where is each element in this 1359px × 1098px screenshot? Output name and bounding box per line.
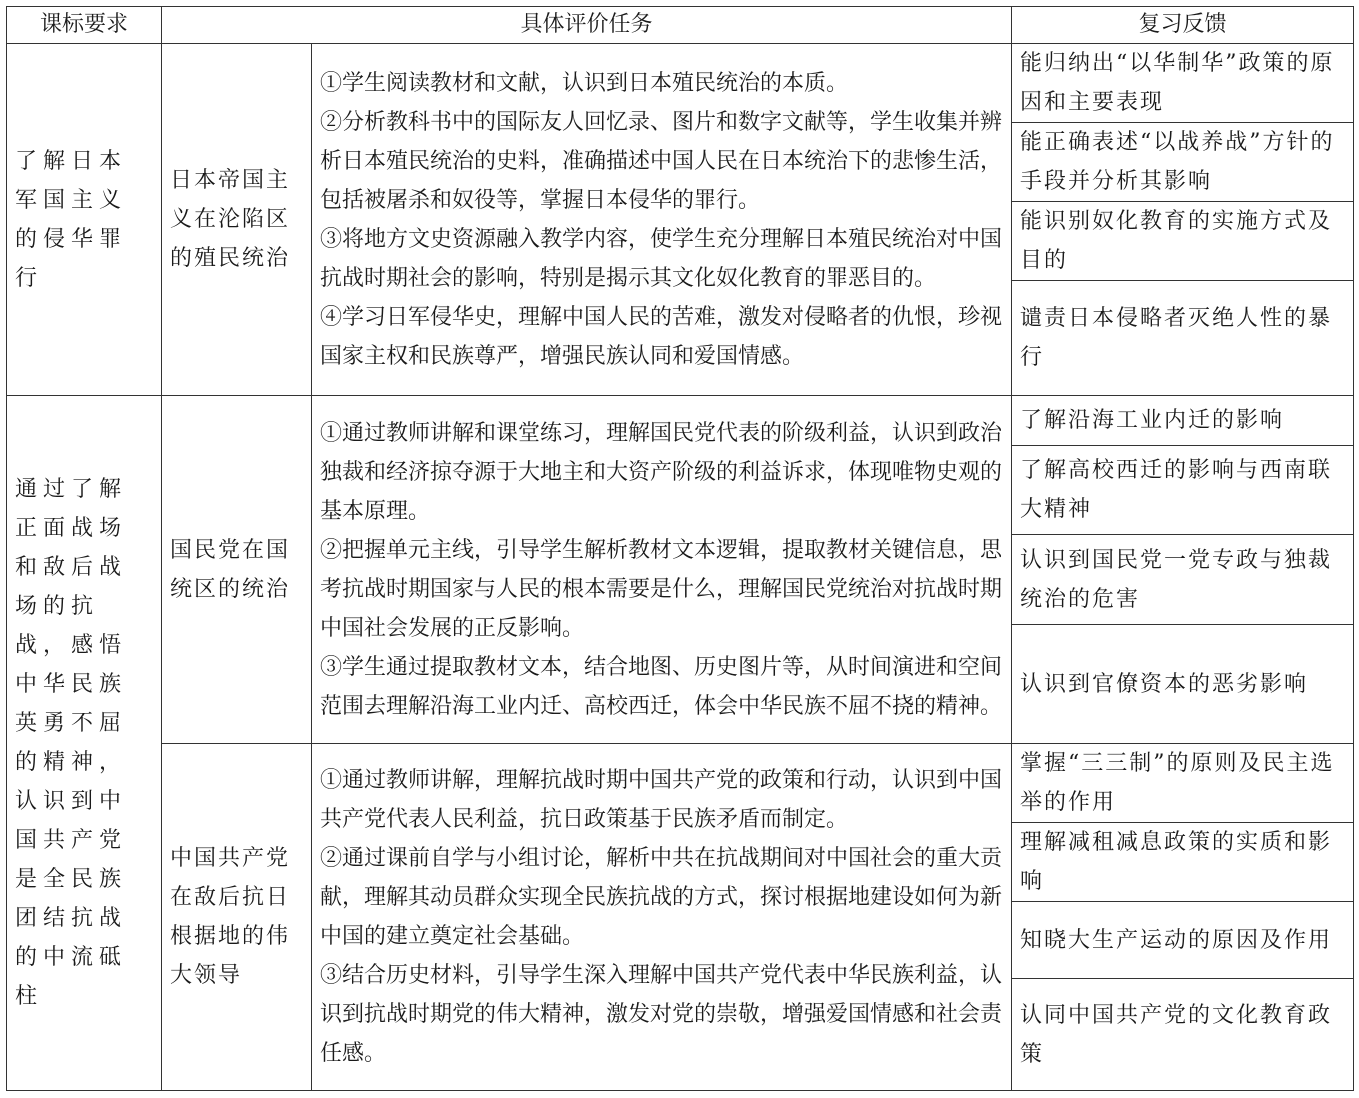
requirement-cell: 通过了解正面战场和敌后战场的抗战，感悟中华民族英勇不屈的精神，认识到中国共产党是全民族团结抗战的中流砥柱 xyxy=(7,396,162,1091)
task-item: ②分析教科书中的国际友人回忆录、图片和数字文献等，学生收集并辨析日本殖民统治的史料，准确描述中国人民在日本统治下的悲惨生活，包括被屠杀和奴役等，掌握日本侵华的罪行。 xyxy=(320,109,1003,213)
header-row xyxy=(7,7,1354,44)
feedback-cell: 掌握“三三制”的原则及民主选举的作用 xyxy=(1012,744,1354,823)
table-row xyxy=(7,744,1354,823)
evaluation-table xyxy=(6,6,1354,1091)
task-item: ①通过教师讲解和课堂练习，理解国民党代表的阶级利益，认识到政治独裁和经济掠夺源于大地主和大资产阶级的利益诉求，体现唯物史观的基本原理。 xyxy=(320,420,1003,524)
feedback-cell: 理解减租减息政策的实质和影响 xyxy=(1012,823,1354,902)
header-tasks: 具体评价任务 xyxy=(162,7,1012,44)
task-item: ①学生阅读教材和文献，认识到日本殖民统治的本质。 xyxy=(320,70,849,96)
feedback-cell: 能识别奴化教育的实施方式及目的 xyxy=(1012,202,1354,281)
tasks-cell xyxy=(312,396,1012,744)
task-item: ③结合历史材料，引导学生深入理解中国共产党代表中华民族利益，认识到抗战时期党的伟大精神，激发对党的崇敬，增强爱国情感和社会责任感。 xyxy=(320,963,1003,1066)
feedback-cell: 谴责日本侵略者灭绝人性的暴行 xyxy=(1012,281,1354,396)
feedback-cell: 认同中国共产党的文化教育政策 xyxy=(1012,979,1354,1091)
topic-cell: 中国共产党在敌后抗日根据地的伟大领导 xyxy=(162,744,312,1091)
feedback-cell: 认识到官僚资本的恶劣影响 xyxy=(1012,625,1354,744)
table-row xyxy=(7,396,1354,446)
topic-cell: 国民党在国统区的统治 xyxy=(162,396,312,744)
tasks-cell xyxy=(312,744,1012,1091)
table-row xyxy=(7,44,1354,123)
tasks-cell xyxy=(312,44,1012,396)
header-requirement: 课标要求 xyxy=(7,7,162,44)
feedback-cell: 能正确表述“以战养战”方针的手段并分析其影响 xyxy=(1012,123,1354,202)
feedback-cell: 了解沿海工业内迁的影响 xyxy=(1012,396,1354,446)
header-feedback: 复习反馈 xyxy=(1012,7,1354,44)
requirement-cell: 了解日本军国主义的侵华罪行 xyxy=(7,44,162,396)
task-item: ①通过教师讲解，理解抗战时期中国共产党的政策和行动，认识到中国共产党代表人民利益，抗日政策基于民族矛盾而制定。 xyxy=(320,768,1003,832)
feedback-cell: 知晓大生产运动的原因及作用 xyxy=(1012,902,1354,979)
task-item: ②通过课前自学与小组讨论，解析中共在抗战期间对中国社会的重大贡献，理解其动员群众实现全民族抗战的方式，探讨根据地建设如何为新中国的建立奠定社会基础。 xyxy=(320,846,1003,949)
task-item: ④学习日军侵华史，理解中国人民的苦难，激发对侵略者的仇恨，珍视国家主权和民族尊严，增强民族认同和爱国情感。 xyxy=(320,304,1003,369)
feedback-cell: 能归纳出“以华制华”政策的原因和主要表现 xyxy=(1012,44,1354,123)
topic-cell: 日本帝国主义在沦陷区的殖民统治 xyxy=(162,44,312,396)
feedback-cell: 认识到国民党一党专政与独裁统治的危害 xyxy=(1012,535,1354,625)
task-item: ③将地方文史资源融入教学内容，使学生充分理解日本殖民统治对中国抗战时期社会的影响，特别是揭示其文化奴化教育的罪恶目的。 xyxy=(320,226,1003,291)
task-item: ③学生通过提取教材文本，结合地图、历史图片等，从时间演进和空间范围去理解沿海工业内迁、高校西迁，体会中华民族不屈不挠的精神。 xyxy=(320,654,1003,719)
feedback-cell: 了解高校西迁的影响与西南联大精神 xyxy=(1012,446,1354,535)
task-item: ②把握单元主线，引导学生解析教材文本逻辑，提取教材关键信息，思考抗战时期国家与人民的根本需要是什么，理解国民党统治对抗战时期中国社会发展的正反影响。 xyxy=(320,537,1003,641)
evaluation-table-container xyxy=(6,6,1354,1091)
